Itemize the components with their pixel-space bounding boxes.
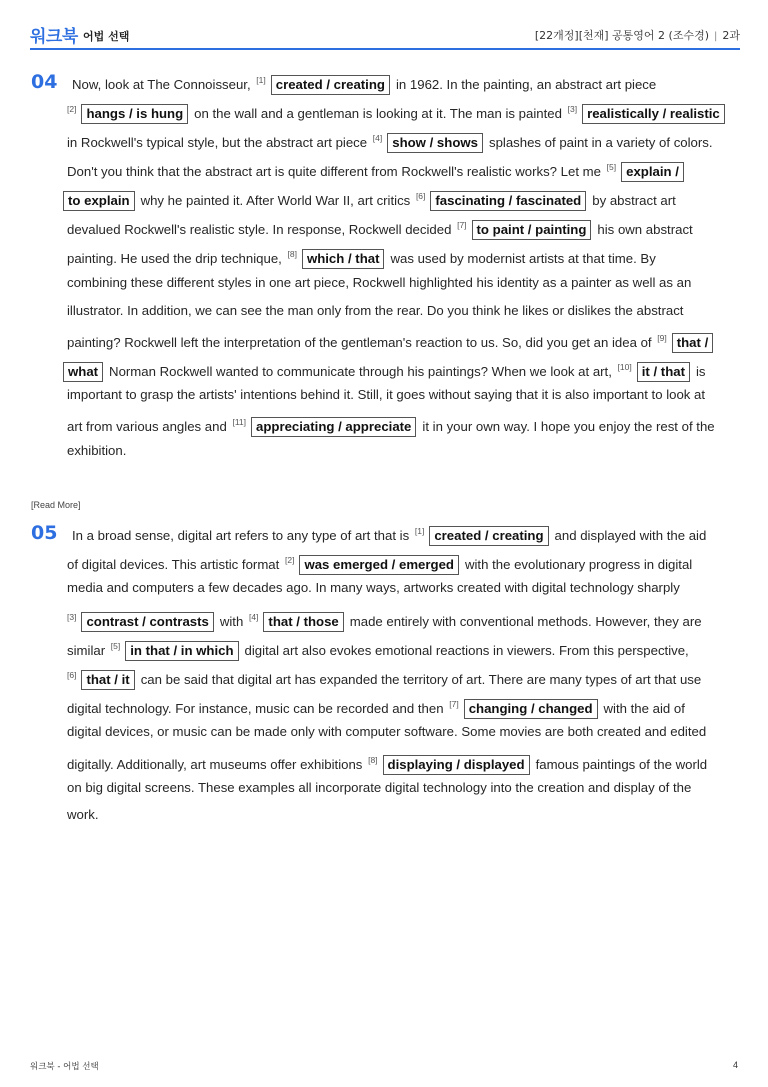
blank-number: [5]	[110, 641, 121, 651]
footer-title: 워크북 - 어법 선택	[30, 1062, 99, 1072]
passage-line	[67, 550, 692, 570]
passage-text: in 1962. In the painting, an abstract art piece	[395, 77, 657, 92]
choice-box[interactable]: that /	[672, 333, 714, 353]
choice-box[interactable]: displaying / displayed	[383, 755, 530, 775]
passage-line	[67, 215, 693, 235]
choice-box[interactable]: in that / in which	[125, 641, 238, 661]
passage-text: Now, look at The Connoisseur,	[72, 77, 251, 92]
passage-text: digital art also evokes emotional reactions in viewers. From this perspective,	[244, 643, 689, 658]
passage-line	[67, 750, 707, 770]
passage-text: is	[695, 364, 706, 379]
passage-line	[67, 665, 701, 685]
choice-box[interactable]: contrast / contrasts	[81, 612, 213, 632]
blank-number: [7]	[449, 699, 459, 709]
passage-text: made entirely with conventional methods. However, they are	[349, 614, 702, 629]
brand-logo: 워크북	[30, 27, 78, 47]
choice-box[interactable]: explain /	[621, 162, 684, 182]
blank-number: [7]	[457, 220, 467, 230]
blank-number: [2]	[67, 104, 77, 114]
passage-text: In a broad sense, digital art refers to any type of art that is	[72, 528, 410, 543]
passage-line	[67, 244, 656, 264]
choice-box[interactable]: created / creating	[429, 526, 548, 546]
choice-box[interactable]: that / it	[81, 670, 134, 690]
blank-number: [4]	[248, 612, 259, 622]
passage-line	[67, 301, 683, 321]
passage-line	[67, 99, 725, 119]
passage-line	[67, 128, 713, 148]
passage-line	[67, 385, 705, 405]
passage-line	[67, 694, 685, 714]
passage-line	[67, 805, 99, 825]
passage-line	[67, 412, 715, 432]
passage-text: it in your own way. I hope you enjoy the rest of the	[422, 419, 715, 434]
page-number: 4	[732, 1060, 738, 1070]
brand-subtitle: 어법 선택	[83, 30, 130, 43]
header-separator: |	[714, 31, 718, 42]
passage-text: media and computers a few decades ago. In many ways, artworks created with digital technology sharply	[67, 580, 680, 595]
passage-text: digital technology. For instance, music can be recorded and then	[67, 701, 444, 716]
page-header	[30, 18, 740, 50]
blank-number: [6]	[67, 670, 77, 680]
blank-number: [2]	[284, 555, 295, 565]
passage-text: with the evolutionary progress in digital	[464, 557, 693, 572]
choice-box[interactable]: created / creating	[271, 75, 390, 95]
blank-number: [1]	[256, 75, 266, 85]
passage-text: devalued Rockwell's realistic style. In response, Rockwell decided	[67, 222, 452, 237]
passage-text: work.	[67, 807, 99, 822]
passage-line	[67, 328, 713, 348]
choice-box[interactable]: to paint / painting	[472, 220, 592, 240]
passage-line	[67, 778, 691, 798]
choice-box[interactable]: fascinating / fascinated	[430, 191, 586, 211]
passage-line	[67, 273, 691, 293]
passage-text: why he painted it. After World War II, art critics	[140, 193, 411, 208]
header-course-info	[535, 27, 740, 43]
passage-text: digitally. Additionally, art museums offer exhibitions	[67, 757, 363, 772]
passage-text: combining these different styles in one art piece, Rockwell highlighted his identity as a painter as well as an	[67, 275, 692, 290]
passage-text: his own abstract	[597, 222, 693, 237]
passage-text: and displayed with the aid	[554, 528, 707, 543]
choice-box[interactable]: that / those	[263, 612, 343, 632]
passage-line	[67, 578, 680, 598]
choice-box[interactable]: show / shows	[387, 133, 483, 153]
passage-text: Don't you think that the abstract art is quite different from Rockwell's realistic works? Let me	[67, 164, 601, 179]
blank-number: [8]	[368, 755, 378, 765]
passage-line	[63, 186, 676, 206]
passage-line	[67, 157, 684, 177]
choice-box[interactable]: realistically / realistic	[582, 104, 725, 124]
passage-text: exhibition.	[67, 443, 127, 458]
passage-text: of digital devices. This artistic format	[67, 557, 280, 572]
blank-number: [4]	[372, 133, 383, 143]
question-number-04: 04	[31, 71, 58, 93]
passage-text: similar	[67, 643, 106, 658]
passage-line	[63, 357, 706, 377]
passage-text: with the aid of	[603, 701, 685, 716]
passage-text: on big digital screens. These examples all incorporate digital technology into the creation and display of the	[67, 780, 692, 795]
blank-number: [8]	[287, 249, 297, 259]
choice-box[interactable]: it / that	[637, 362, 690, 382]
passage-text: painting. He used the drip technique,	[67, 251, 282, 266]
blank-number: [11]	[232, 417, 247, 427]
choice-box[interactable]: was emerged / emerged	[299, 555, 459, 575]
passage-text: can be said that digital art has expanded the territory of art. There are many types of art that use	[140, 672, 702, 687]
choice-box[interactable]: hangs / is hung	[81, 104, 188, 124]
passage-text: illustrator. In addition, we can see the man only from the rear. Do you think he likes or dislikes the abstract	[67, 303, 684, 318]
choice-box[interactable]: which / that	[302, 249, 385, 269]
passage-text: in Rockwell's typical style, but the abstract art piece	[67, 135, 368, 150]
choice-box-continued[interactable]: what	[63, 362, 103, 382]
passage-text: important to grasp the artists' intentions behind it. Still, it goes without saying that it is also important to look at	[67, 387, 706, 402]
blank-number: [3]	[67, 612, 77, 622]
read-more-label: [Read More]	[31, 500, 81, 510]
passage-line	[67, 636, 689, 656]
blank-number: [10]	[617, 362, 632, 372]
passage-text: on the wall and a gentleman is looking at it. The man is painted	[194, 106, 562, 121]
unit-label: 2과	[722, 29, 740, 42]
passage-text: splashes of paint in a variety of colors.	[488, 135, 713, 150]
question-number-05: 05	[31, 522, 58, 544]
passage-line	[67, 441, 126, 461]
passage-line	[72, 521, 706, 541]
passage-line	[67, 607, 702, 627]
blank-number: [6]	[415, 191, 426, 201]
blank-number: [1]	[414, 526, 425, 536]
passage-text: Norman Rockwell wanted to communicate through his paintings? When we look at art,	[109, 364, 612, 379]
blank-number: [5]	[606, 162, 617, 172]
passage-text: with	[219, 614, 244, 629]
blank-number: [3]	[567, 104, 578, 114]
passage-line	[67, 722, 706, 742]
passage-text: painting? Rockwell left the interpretation of the gentleman's reaction to us. So, did you get an idea of	[67, 335, 652, 350]
choice-box[interactable]: changing / changed	[464, 699, 598, 719]
passage-text: was used by modernist artists at that time. By	[390, 251, 656, 266]
passage-text: famous paintings of the world	[535, 757, 708, 772]
passage-line	[72, 70, 656, 90]
passage-text: digital devices, or music can be made only with computer software. Some movies are both created and edited	[67, 724, 707, 739]
choice-box[interactable]: appreciating / appreciate	[251, 417, 416, 437]
passage-text: art from various angles and	[67, 419, 227, 434]
blank-number: [9]	[657, 333, 667, 343]
passage-text: by abstract art	[592, 193, 676, 208]
course-name: [22개정][천재] 공통영어 2 (조수경)	[534, 29, 709, 42]
choice-box-continued[interactable]: to explain	[63, 191, 135, 211]
